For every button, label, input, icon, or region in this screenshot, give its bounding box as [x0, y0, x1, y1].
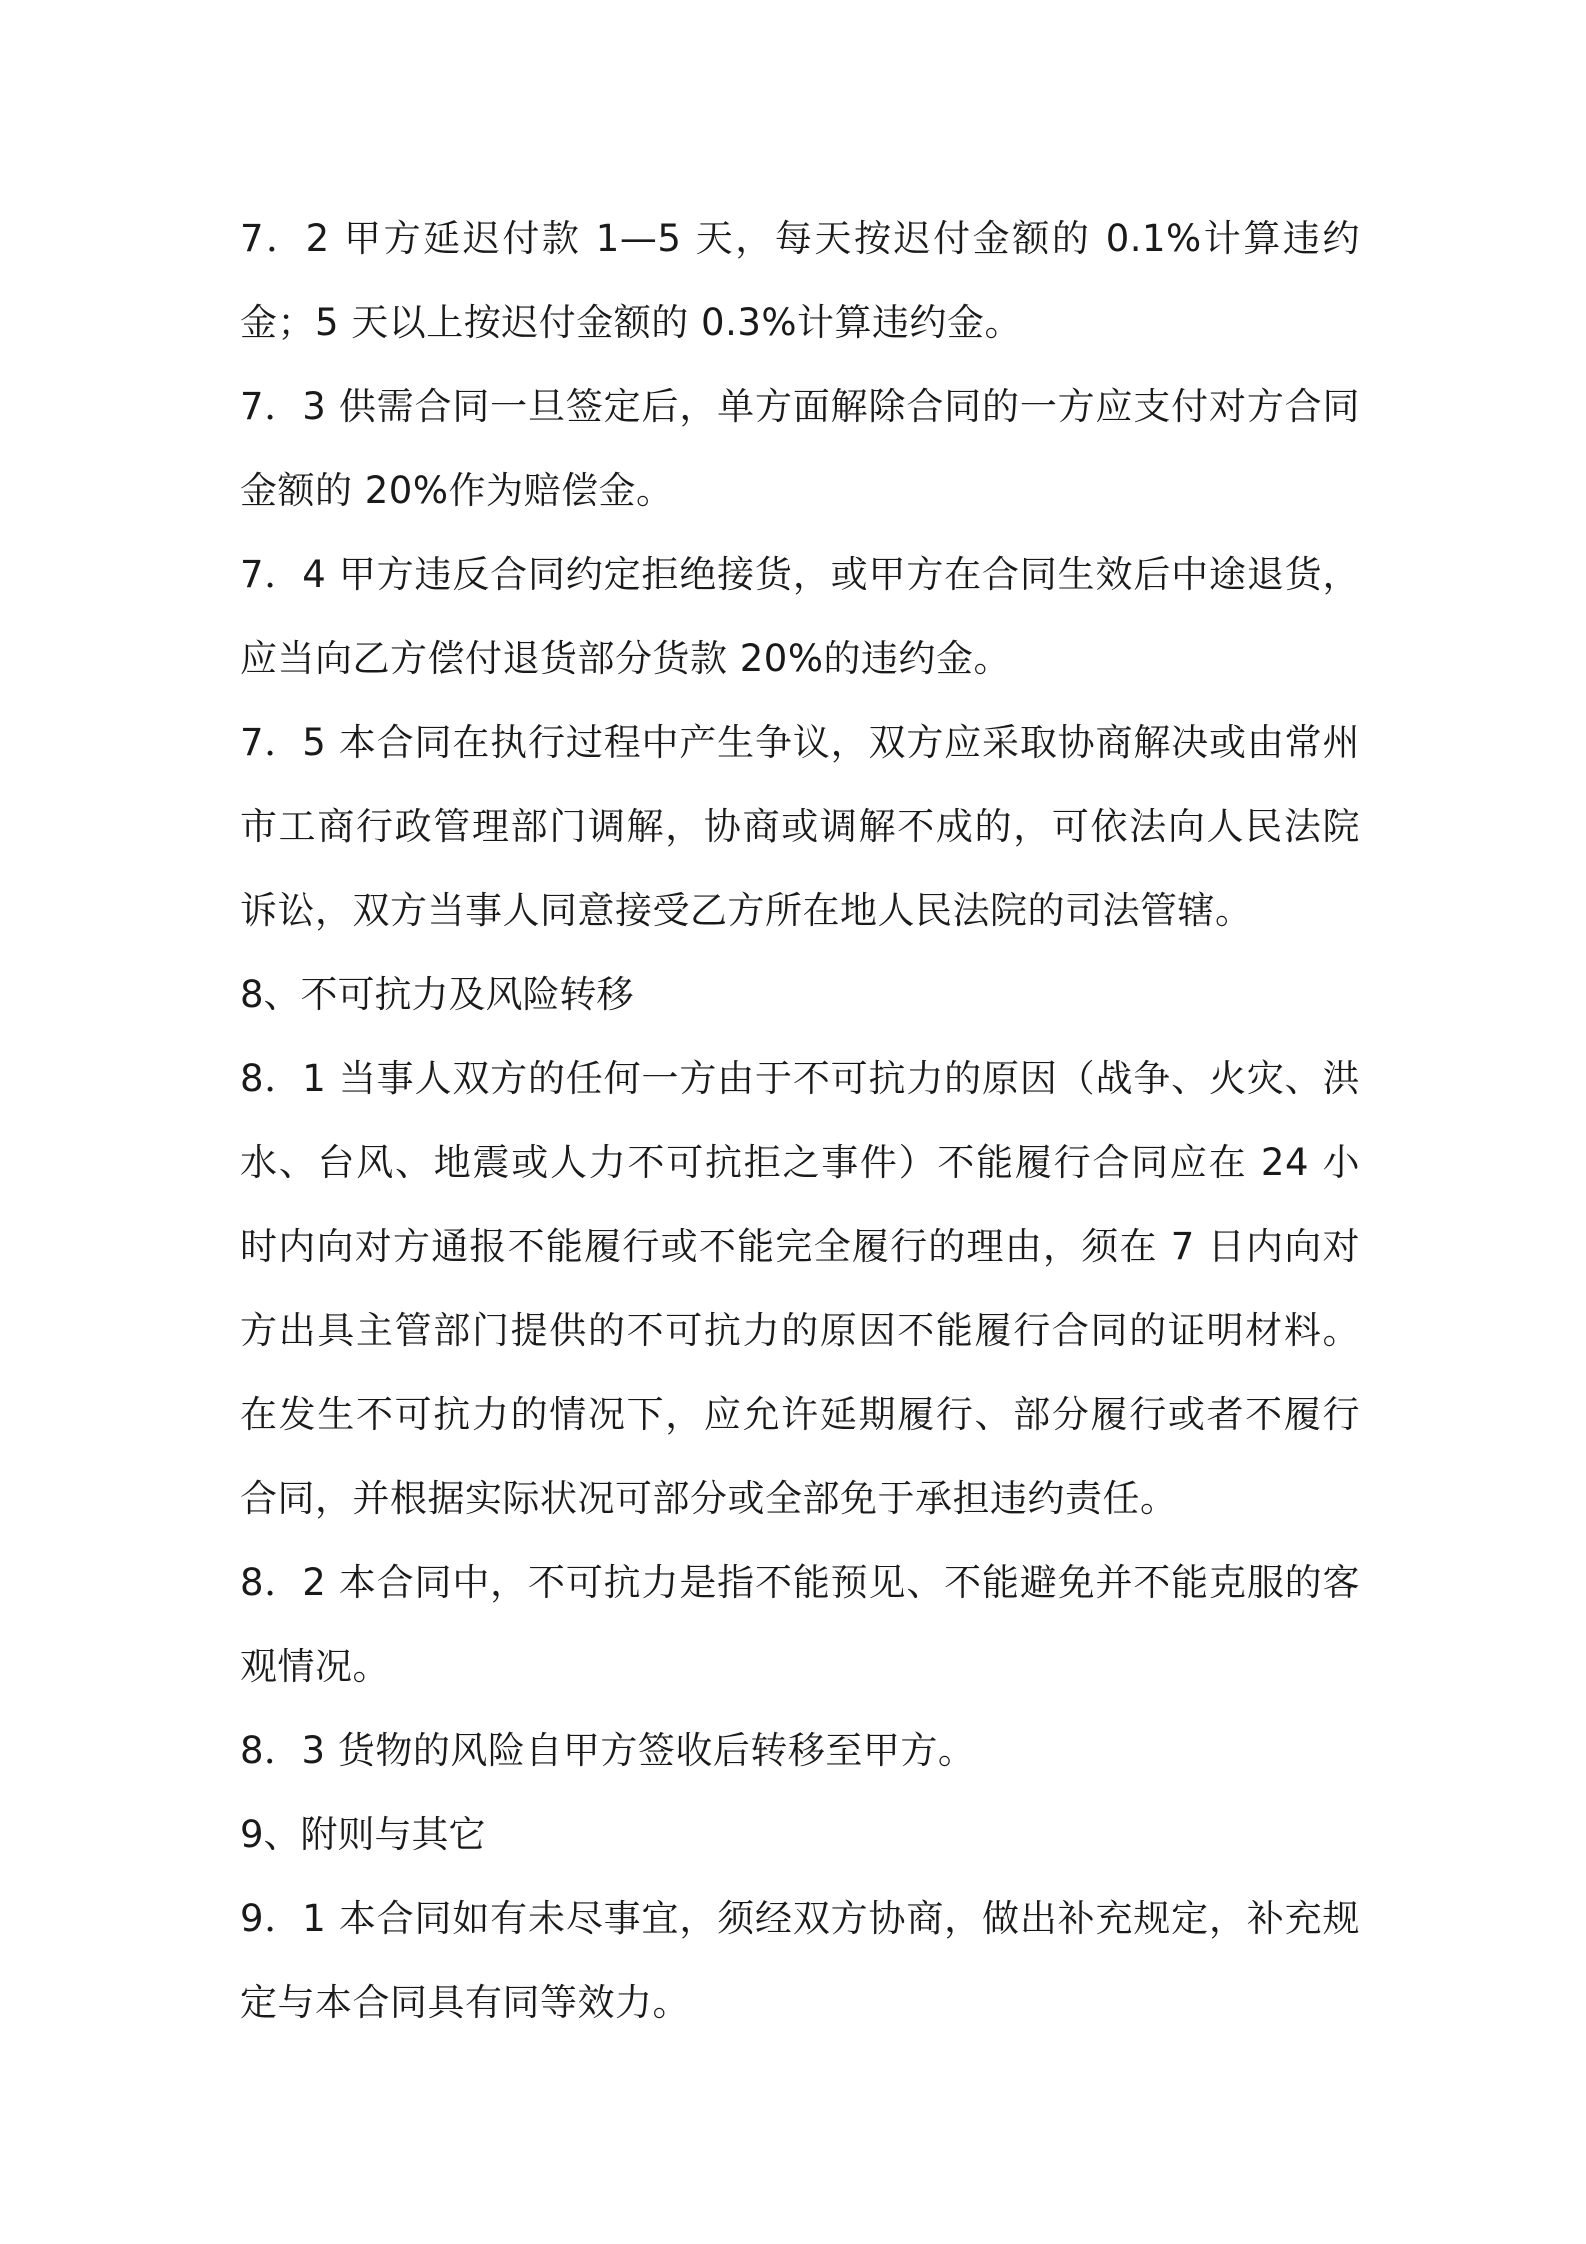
clause-7-3: 7．3 供需合同一旦签定后，单方面解除合同的一方应支付对方合同金额的 20%作为赔偿金。 [240, 385, 1360, 512]
clause-7-4: 7．4 甲方违反合同约定拒绝接货，或甲方在合同生效后中途退货，应当向乙方偿付退货部分货款 20%的违约金。 [240, 553, 1360, 680]
clause-7-2: 7．2 甲方延迟付款 1—5 天，每天按迟付金额的 0.1%计算违约金；5 天以上按迟付金额的 0.3%计算违约金。 [240, 217, 1360, 344]
document-body [240, 197, 1360, 2045]
clause-8-1: 8．1 当事人双方的任何一方由于不可抗力的原因（战争、火灾、洪水、台风、地震或人力不可抗拒之事件）不能履行合同应在 24 小时内向对方通报不能履行或不能完全履行的理由，须在 7 日内向对方出具主管部门提供的不可抗力的原因不能履行合同的证明材料。在发生不可抗力的情况下，应允许延期履行、部分履行或者不履行合同，并根据实际状况可部分或全部免于承担违约责任。 [240, 1057, 1360, 1520]
section-8-heading: 8、不可抗力及风险转移 [240, 973, 634, 1016]
clause-8-2: 8．2 本合同中，不可抗力是指不能预见、不能避免并不能克服的客观情况。 [240, 1561, 1360, 1688]
clause-8-3: 8．3 货物的风险自甲方签收后转移至甲方。 [240, 1729, 976, 1772]
section-9-heading: 9、附则与其它 [240, 1813, 486, 1856]
clause-9-1: 9．1 本合同如有未尽事宜，须经双方协商，做出补充规定，补充规定与本合同具有同等效力。 [240, 1897, 1360, 2024]
clause-7-5: 7．5 本合同在执行过程中产生争议，双方应采取协商解决或由常州市工商行政管理部门调解，协商或调解不成的，可依法向人民法院诉讼，双方当事人同意接受乙方所在地人民法院的司法管辖。 [240, 721, 1360, 932]
